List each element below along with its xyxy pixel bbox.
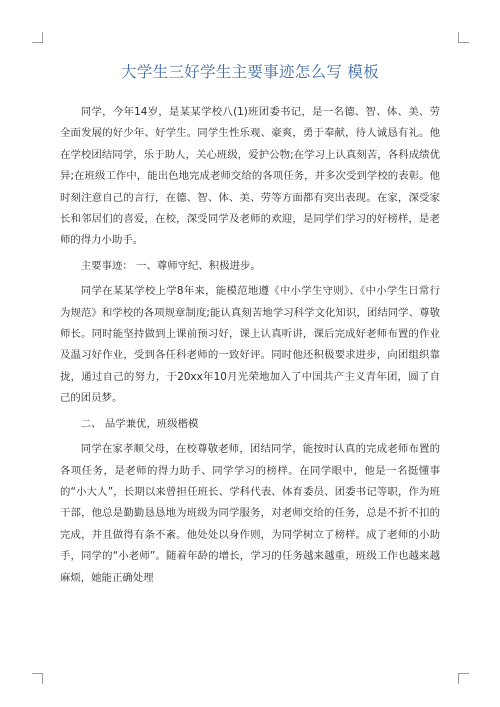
section-heading-1: 主要事迹： 一、尊师守纪、积极进步。 [80,259,261,272]
crop-mark-bottom-right [458,673,469,684]
section-heading-2: 二、 品学兼优，班级楷模 [80,417,199,430]
crop-mark-bottom-left [32,673,43,684]
document-title: 大学生三好学生主要事迹怎么写 模板 [120,63,380,81]
paragraph-section-1: 同学在某某学校上学8年来，能模范地遵《中小学生守则》、《中小学生日常行为规范》和学校的各项规章制度;能认真刻苦地学习科学文化知识，团结同学、尊敬师长。同时能坚持做到上课前预习好，课上认真听讲，课后完成好老师布置的作业及温习好作业，受到各任科老师的一致好评。同时他还积极要求进步，向团组织靠拢，通过自己的努力，于20xx年10月光荣地加入了中国共产主义青年团，圆了自己的团员梦。 [60,285,440,405]
crop-mark-top-left [32,32,43,43]
paragraph-section-2: 同学在家孝顺父母，在校尊敬老师，团结同学，能按时认真的完成老师布置的各项任务，是老师的得力助手、同学学习的榜样。在同学眼中，他是一名挺懂事的“小大人”，长期以来曾担任班长、学科代表、体育委员、团委书记等职，作为班干部，他总是勤勤恳恳地为班级为同学服务，对老师交给的任务，总是不折不扣的完成，并且做得有条不紊。他处处以身作则，为同学树立了榜样。成了老师的小助手，同学的“小老师”。随着年龄的增长，学习的任务越来越重，班级工作也越来越麻烦，她能正确处理 [60,443,440,584]
document-body [60,102,440,593]
paragraph-intro: 同学，今年14岁，是某某学校八(1)班团委书记，是一名德、智、体、美、劳全面发展的好少年、好学生。同学生性乐观、豪爽，勇于奉献，待人诚恳有礼。他在学校团结同学，乐于助人，关心班级，爱护公物;在学习上认真刻苦，各科成绩优异;在班级工作中，能出色地完成老师交给的各项任务，并多次受到学校的表彰。他时刻注意自己的言行，在德、智、体、美、劳等方面都有突出表现。在家，深受家长和邻居们的喜爱，在校，深受同学及老师的欢迎，是同学们学习的好榜样，是老师的得力小助手。 [60,106,440,247]
crop-mark-top-right [458,32,469,43]
